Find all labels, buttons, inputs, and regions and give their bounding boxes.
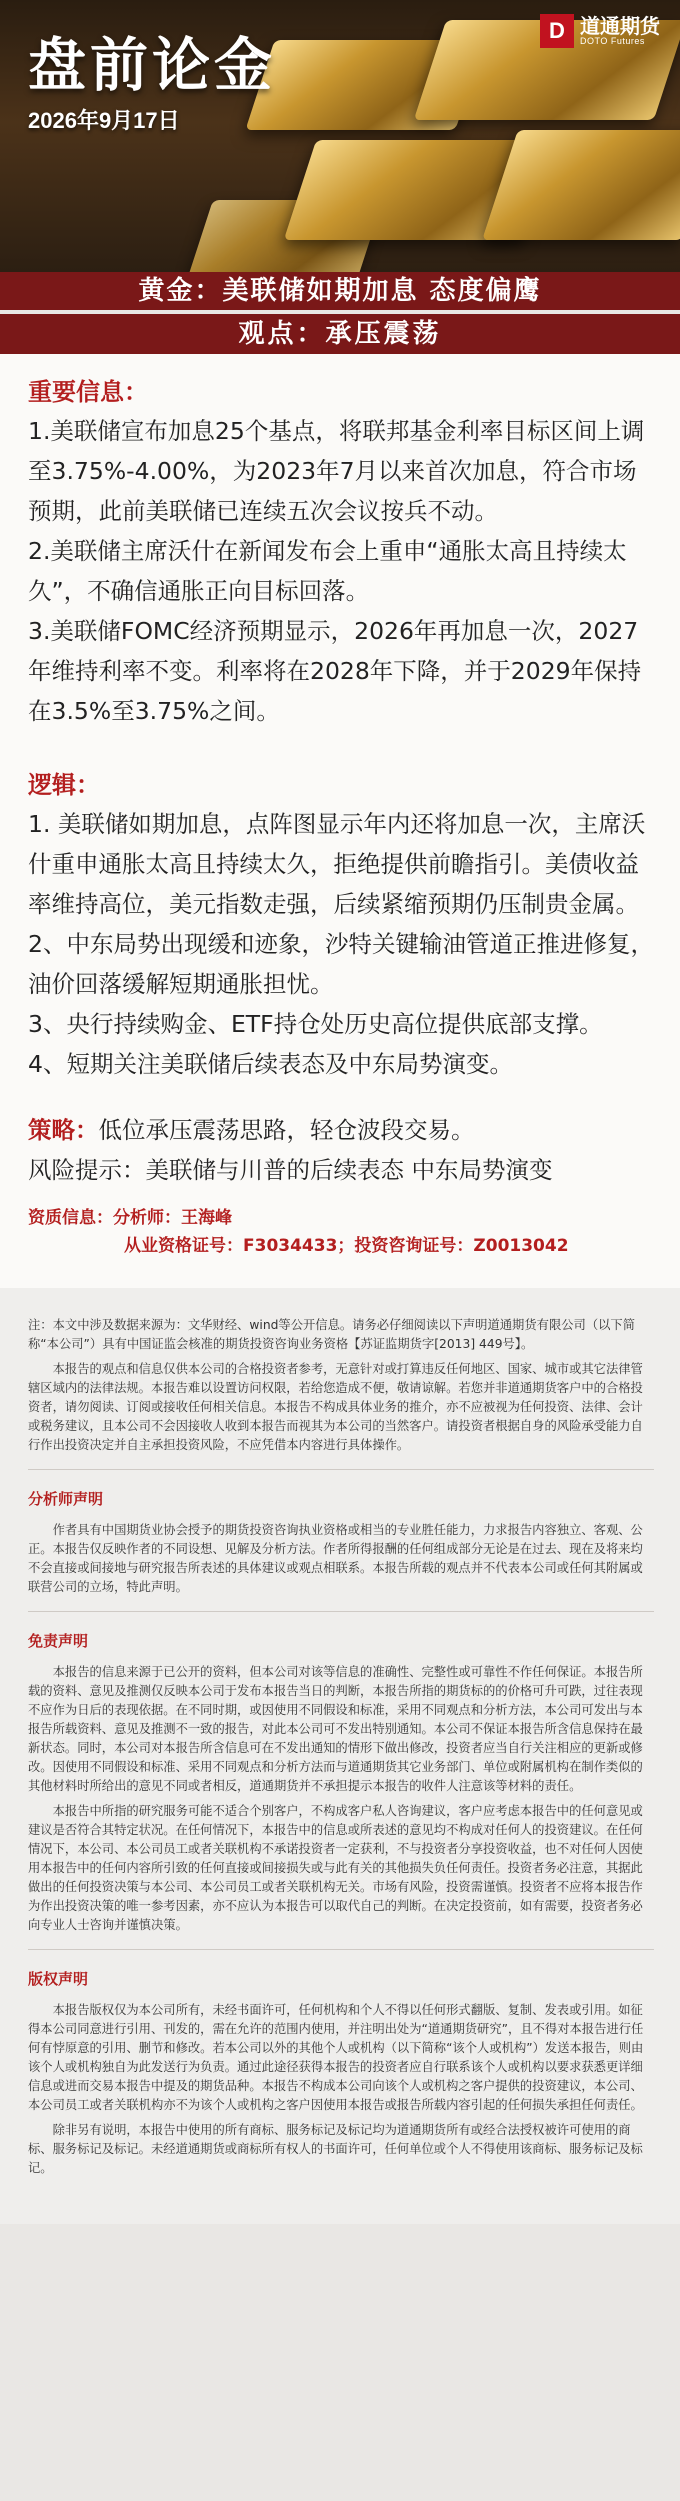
- logic-item: 3、央行持续购金、ETF持仓处历史高位提供底部支撑。: [28, 1010, 603, 1038]
- logo-icon: D: [540, 14, 574, 48]
- copyright-heading: 版权声明: [28, 1970, 89, 1988]
- viewpoint-bar: 观点：承压震荡: [0, 314, 680, 354]
- copyright-text: 本报告版权仅为本公司所有，未经书面许可，任何机构和个人不得以任何形式翻版、复制、发表或引用。如征得本公司同意进行引用、刊发的，需在允许的范围内使用，并注明出处为“道通期货研究”，且不得对本报告进行任何有悖原意的引用、删节和修改。若本公司以外的其他个人或机构（以下简称“该个人或机构”）发送本报告，则由该个人或机构独自为此发送行为负责。通过此途径获得本报告的投资者应自行联系该个人或机构以要求获悉更详细信息或进而交易本报告中提及的期货品种。本报告不构成本公司向该个人或机构之客户提供的投资建议，本公司、本公司员工或者关联机构亦不为该个人或机构之客户因使用本报告或报告所载内容引起的任何损失承担任何责任。: [28, 2003, 644, 2112]
- analyst-statement-heading: 分析师声明: [28, 1490, 104, 1508]
- license-line: 从业资格证号：F3034433；投资咨询证号：Z0013042: [124, 1236, 569, 1256]
- copyright-text: 除非另有说明，本报告中使用的所有商标、服务标记及标记均为道通期货所有或经合法授权被许可使用的商标、服务标记及标记。未经道通期货或商标所有权人的书面许可，任何单位或个人不得使用该商标、服务标记及标记。: [28, 2123, 643, 2175]
- headline-bar: 黄金：美联储如期加息 态度偏鹰: [0, 272, 680, 310]
- report-date: 2026年9月17日: [28, 108, 180, 133]
- important-item: 1.美联储宣布加息25个基点，将联邦基金利率目标区间上调至3.75%-4.00%，为2023年7月以来首次加息，符合市场预期，此前美联储已连续五次会议按兵不动。: [28, 417, 645, 525]
- logic-item: 2、中东局势出现缓和迹象，沙特关键输油管道正推进修复，油价回落缓解短期通胀担忧。: [28, 930, 654, 998]
- important-item: 3.美联储FOMC经济预期显示，2026年再加息一次，2027年维持利率不变。利率将在2028年下降，并于2029年保持在3.5%至3.75%之间。: [28, 617, 642, 725]
- logic-heading: 逻辑：: [28, 771, 100, 799]
- exemption-text: 本报告的信息来源于已公开的资料，但本公司对该等信息的准确性、完整性或可靠性不作任何保证。本报告所载的资料、意见及推测仅反映本公司于发布本报告当日的判断，本报告所指的期货标的的价格可升可跌，过往表现不应作为日后的表现依据。在不同时期，或因使用不同假设和标准，采用不同观点和分析方法，本公司可发出与本报告所载资料、意见及推测不一致的报告，对此本公司可不发出特别通知。本公司不保证本报告所含信息保持在最新状态。同时，本公司对本报告所含信息可在不发出通知的情形下做出修改，投资者应当自行关注相应的更新或修改。因使用不同假设和标准、采用不同观点和分析方法而与道通期货其它业务部门、单位或附属机构在制作类似的其他材料时所给出的意见不同或者相反，道通期货并不承担提示本报告的收件人注意该等材料的责任。: [28, 1665, 643, 1793]
- analyst-statement-text: 作者具有中国期货业协会授予的期货投资咨询执业资格或相当的专业胜任能力，力求报告内容独立、客观、公正。本报告仅反映作者的不同设想、见解及分析方法。作者所得报酬的任何组成部分无论是在过去、现在及将来均不会直接或间接地与研究报告所表述的具体建议或观点相联系。本报告所载的观点并不代表本公司或任何其附属或联营公司的立场，特此声明。: [28, 1523, 643, 1594]
- credentials: [28, 1190, 654, 1288]
- main-content: [0, 354, 680, 1288]
- logic-item: 4、短期关注美联储后续表态及中东局势演变。: [28, 1050, 513, 1078]
- strategy-label: 策略：: [28, 1116, 99, 1144]
- page-title: 盘前论金: [28, 31, 277, 99]
- gold-bar-image: [482, 130, 680, 240]
- disclaimer-section: [0, 1288, 680, 2224]
- company-logo: [540, 14, 660, 48]
- logic-item: 1. 美联储如期加息，点阵图显示年内还将加息一次，主席沃什重申通胀太高且持续太久，拒绝提供前瞻指引。美债收益率维持高位，美元指数走强，后续紧缩预期仍压制贵金属。: [28, 810, 646, 918]
- strategy-text: 低位承压震荡思路，轻仓波段交易。: [98, 1116, 475, 1144]
- logo-subtitle: DOTO Futures: [580, 36, 645, 46]
- logo-name: 道通期货: [580, 14, 660, 38]
- exemption-heading: 免责声明: [28, 1632, 89, 1650]
- important-item: 2.美联储主席沃什在新闻发布会上重申“通胀太高且持续太久”，不确信通胀正向目标回落。: [28, 537, 627, 605]
- exemption-text: 本报告中所指的研究服务可能不适合个别客户，不构成客户私人咨询建议，客户应考虑本报告中的任何意见或建议是否符合其特定状况。在任何情况下，本报告中的信息或所表述的意见均不构成对任何人的投资建议。在任何情况下，本公司、本公司员工或者关联机构不承诺投资者一定获利，不与投资者分享投资收益，也不对任何人因使用本报告中的任何内容所引致的任何直接或间接损失或与此有关的其他损失负任何责任。投资者务必注意，其据此做出的任何投资决策与本公司、本公司员工或者关联机构无关。市场有风险，投资需谨慎。投资者不应将本报告作为作出投资决策的唯一参考因素，亦不应认为本报告可以取代自己的判断。在决定投资前，如有需要，投资者务必向专业人士咨询并谨慎决策。: [28, 1804, 643, 1932]
- analyst-line: 资质信息：分析师：王海峰: [28, 1208, 232, 1228]
- risk-line: 风险提示：美联储与川普的后续表态 中东局势演变: [28, 1156, 553, 1184]
- strategy-line: [28, 1110, 654, 1150]
- important-heading: 重要信息：: [28, 378, 148, 406]
- header-banner: [0, 0, 680, 272]
- disclaimer-paragraph: 本报告的观点和信息仅供本公司的合格投资者参考，无意针对或打算违反任何地区、国家、城市或其它法律管辖区域内的法律法规。本报告难以设置访问权限，若给您造成不便，敬请谅解。若您并非道通期货客户中的合格投资者，请勿阅读、订阅或接收任何相关信息。本报告不构成具体业务的推介，亦不应被视为任何投资、法律、会计或税务建议，且本公司不会因接收人收到本报告而视其为本公司的当然客户。请投资者根据自身的风险承受能力自行作出投资决定并自主承担投资风险，不应凭借本内容进行具体操作。: [28, 1362, 643, 1452]
- source-note: 注：本文中涉及数据来源为：文华财经、wind等公开信息。请务必仔细阅读以下声明道通期货有限公司（以下简称“本公司”）具有中国证监会核准的期货投资咨询业务资格【苏证监期货字[2013] 449号】。: [28, 1318, 636, 1351]
